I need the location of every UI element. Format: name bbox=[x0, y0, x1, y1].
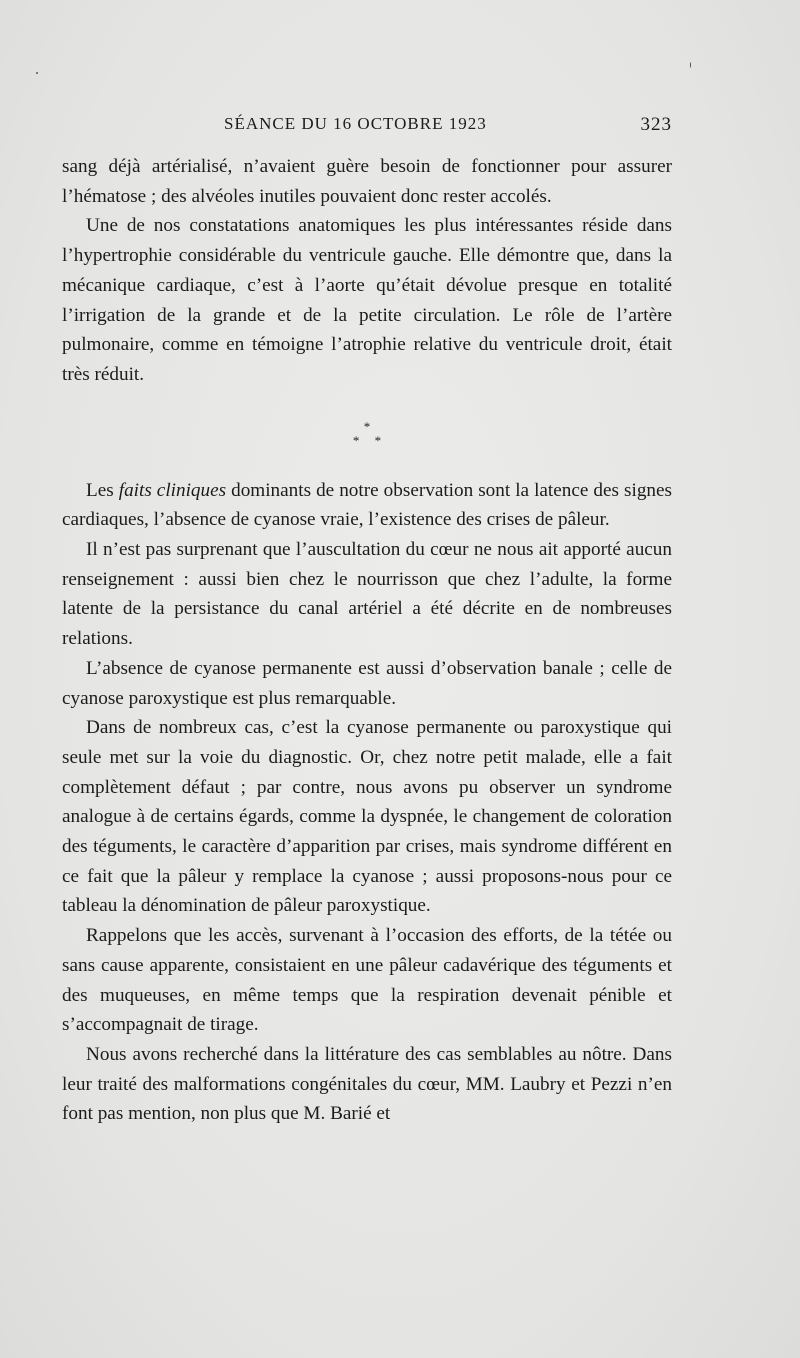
paragraph: Une de nos constatations anatomiques les plus intéressantes réside dans l’hypertrophie considérable du ventricule gauche. Elle démontre que, dans la mécanique cardiaque, c’est à l’aorte qu’était dévolue presque en totalité l’irrigation de la grande et de la petite circulation. Le rôle de l’artère pulmonaire, comme en témoigne l’atrophie relative du ventricule droit, était très réduit. bbox=[62, 215, 672, 385]
paragraph: Dans de nombreux cas, c’est la cyanose permanente ou paroxystique qui seule met sur la voie du diagnostic. Or, chez notre petit malade, elle a fait complètement défaut ; par contre, nous avons pu observer un syndrome analogue à de certains égards, comme la dyspnée, le changement de coloration des téguments, le caractère d’apparition par crises, mais syndrome différent en ce fait que la pâleur y remplace la cyanose ; aussi proposons-nous pour ce tableau la dénomination de pâleur paroxystique. bbox=[62, 717, 672, 917]
print-speck bbox=[36, 72, 38, 74]
print-speck bbox=[690, 62, 691, 68]
asterism-bottom: * * bbox=[352, 432, 388, 448]
asterism-separator bbox=[62, 420, 672, 448]
paragraph: sang déjà artérialisé, n’avaient guère besoin de fonctionner pour assurer l’hématose ; des alvéoles inutiles pouvaient donc rester accolés. bbox=[62, 156, 672, 207]
page-header bbox=[62, 114, 672, 144]
paragraph-text-rest: dominants de notre observation sont la latence des signes cardiaques, l’absence de cyanose vraie, l’existence des crises de pâleur. bbox=[62, 479, 672, 531]
page-number: 323 bbox=[640, 114, 672, 135]
paragraph: L’absence de cyanose permanente est aussi d’observation banale ; celle de cyanose paroxystique est plus remarquable. bbox=[62, 657, 672, 709]
paragraph: Nous avons recherché dans la littérature des cas semblables au nôtre. Dans leur traité des malformations congénitales du cœur, MM. Laubry et Pezzi n’en font pas mention, non plus que M. Barié et bbox=[62, 1043, 672, 1125]
asterism-top: * bbox=[363, 418, 371, 434]
paragraph: Rappelons que les accès, survenant à l’occasion des efforts, de la tétée ou sans cause apparente, consistaient en une pâleur cadavérique des téguments et des muqueuses, en même temps que la respiration devenait pénible et s’accompagnait de tirage. bbox=[62, 925, 672, 1036]
body-text bbox=[62, 152, 672, 1129]
paragraph bbox=[62, 476, 672, 535]
italic-phrase: faits cliniques bbox=[118, 479, 227, 501]
paragraph: Il n’est pas surprenant que l’auscultation du cœur ne nous ait apporté aucun renseignement : aussi bien chez le nourrisson que chez l’adulte, la forme latente de la persistance du canal artériel a été décrite en de nombreuses relations. bbox=[62, 539, 672, 650]
paragraph-text-lead: Les bbox=[86, 479, 119, 501]
running-head: SÉANCE DU 16 OCTOBRE 1923 bbox=[224, 114, 487, 133]
